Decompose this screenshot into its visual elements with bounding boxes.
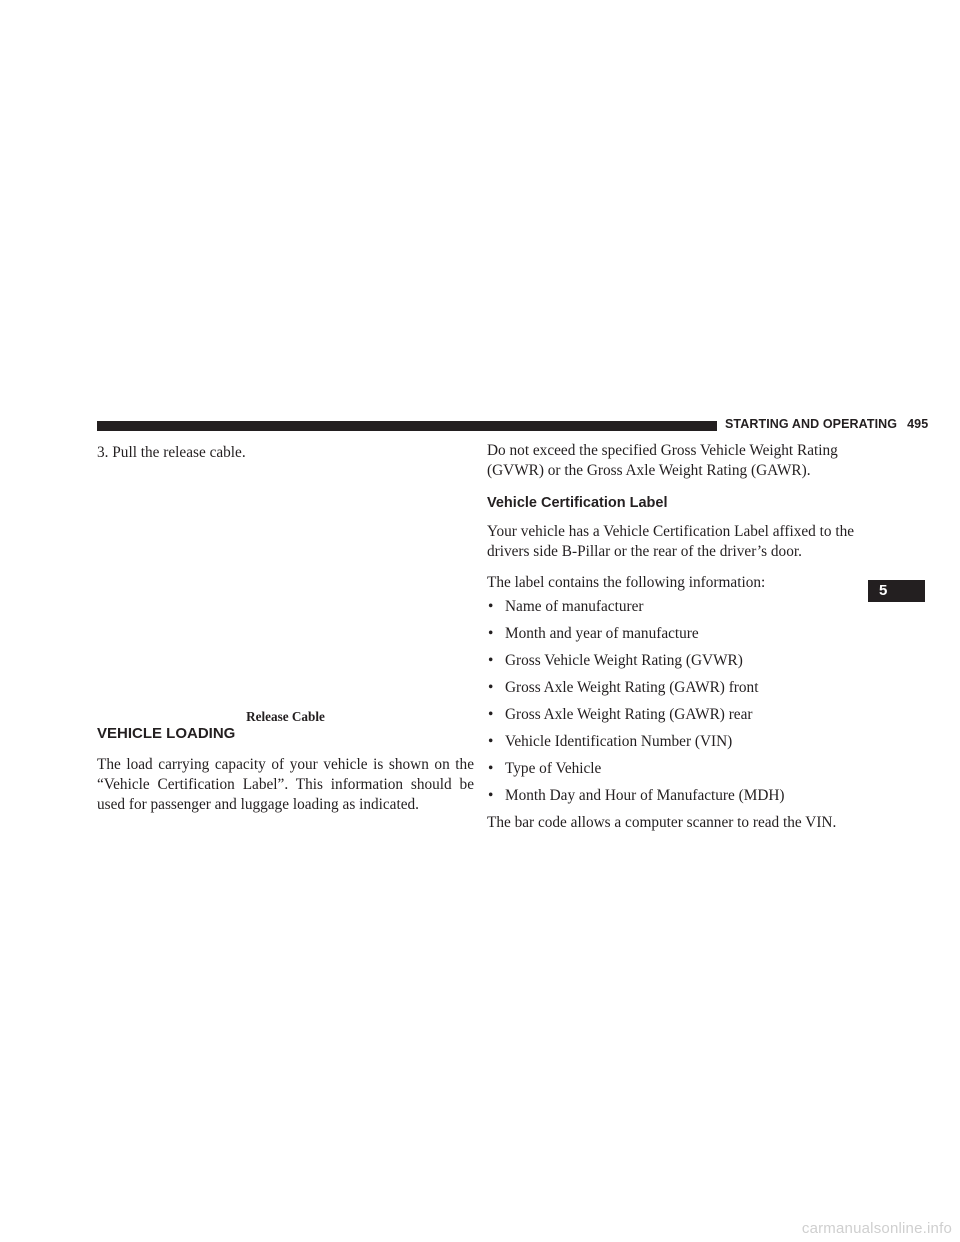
list-item: • Type of Vehicle: [488, 760, 602, 777]
step-text: 3. Pull the release cable.: [97, 444, 246, 461]
page-number: 495: [907, 417, 929, 431]
bullet-icon: •: [488, 760, 494, 777]
bullet-icon: •: [488, 625, 494, 642]
section-heading: VEHICLE LOADING: [97, 725, 236, 742]
list-item: • Month Day and Hour of Manufacture (MDH): [488, 787, 785, 804]
list-item: • Gross Axle Weight Rating (GAWR) rear: [488, 706, 753, 723]
chapter-tab: 5: [868, 580, 925, 602]
bullet-icon: •: [488, 598, 494, 615]
list-item: • Name of manufacturer: [488, 598, 644, 615]
info-list: [487, 597, 864, 806]
watermark: carmanualsonline.info: [801, 1220, 952, 1237]
header-rule: [97, 421, 717, 431]
left-column: [97, 441, 474, 815]
body-paragraph: The load carrying capacity of your vehicle is shown on the “Vehicle Certification Label”. This information should be used for passenger and luggage loading as indicated.: [97, 756, 474, 813]
body-paragraph: The label contains the following information:: [487, 574, 766, 591]
list-item: • Gross Vehicle Weight Rating (GVWR): [488, 652, 743, 669]
list-item: • Month and year of manufacture: [488, 625, 699, 642]
list-item: • Gross Axle Weight Rating (GAWR) front: [488, 679, 759, 696]
figure-placeholder: [97, 463, 474, 689]
right-column: [487, 441, 864, 833]
subheading: Vehicle Certification Label: [487, 495, 668, 511]
closing-paragraph: The bar code allows a computer scanner to read the VIN.: [487, 814, 837, 831]
bullet-icon: •: [488, 787, 494, 804]
intro-paragraph: Do not exceed the specified Gross Vehicle Weight Rating (GVWR) or the Gross Axle Weight Rating (GAWR).: [487, 442, 838, 479]
figure-caption: Release Cable: [246, 709, 325, 724]
bullet-icon: •: [488, 652, 494, 669]
section-title: STARTING AND OPERATING: [725, 417, 898, 431]
bullet-icon: •: [488, 733, 494, 750]
bullet-icon: •: [488, 706, 494, 723]
bullet-icon: •: [488, 679, 494, 696]
list-item: • Vehicle Identification Number (VIN): [488, 733, 733, 750]
running-header: [725, 417, 928, 431]
body-paragraph: Your vehicle has a Vehicle Certification Label affixed to the drivers side B-Pillar or the rear of the driver’s door.: [487, 523, 855, 560]
